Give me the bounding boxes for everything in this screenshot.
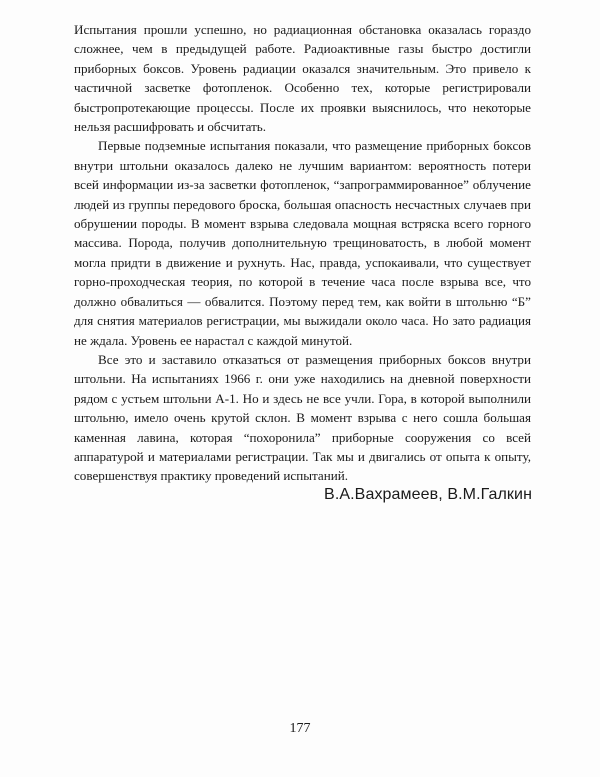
- author-signature: В.А.Вахрамеев, В.М.Галкин: [324, 486, 532, 503]
- page-number: 177: [289, 721, 311, 736]
- paragraph-1: Испытания прошли успешно, но радиационная обстановка оказалась гораздо сложнее, чем в предыдущей работе. Радиоактивные газы быстро достигли приборных боксов. Уровень радиации оказался значительным. Это привело к частичной засветке фотопленок. Особенно тех, которые регистрировали быстропротекающие процессы. После их проявки выяснилось, что некоторые нельзя расшифровать и обсчитать.: [74, 22, 531, 135]
- article-body: [74, 20, 531, 486]
- paragraph-3: Все это и заставило отказаться от размещения приборных боксов внутри штольни. На испытаниях 1966 г. они уже находились на дневной поверхности рядом с устьем штольни А-1. Но и здесь не все учли. Гора, в которой выполнили штольню, имело очень крутой склон. В момент взрыва с него сошла большая каменная лавина, которая “похоронила” приборные сооружения со всей аппаратурой и материалами регистрации. Так мы и двигались от опыта к опыту, совершенствуя практику проведений испытаний.: [74, 351, 531, 484]
- paragraph-2: Первые подземные испытания показали, что размещение приборных боксов внутри штольни оказалось далеко не лучшим вариантом: вероятность потери всей информации из-за засветки фотопленок, “запрограммированное” облучение людей из группы передового броска, большая опасность несчастных случаев при обрушении породы. В момент взрыва следовала мощная встряска всего горного массива. Порода, получив дополнительную трещиноватость, в любой момент могла придти в движение и рухнуть. Нас, правда, успокаивали, что существует горно-проходческая теория, по которой в течение часа после взрыва все, что должно обвалиться — обвалится. Поэтому перед тем, как войти в штольню “Б” для снятия материалов регистрации, мы выжидали около часа. Но зато радиация не ждала. Уровень ее нарастал с каждой минутой.: [74, 138, 531, 348]
